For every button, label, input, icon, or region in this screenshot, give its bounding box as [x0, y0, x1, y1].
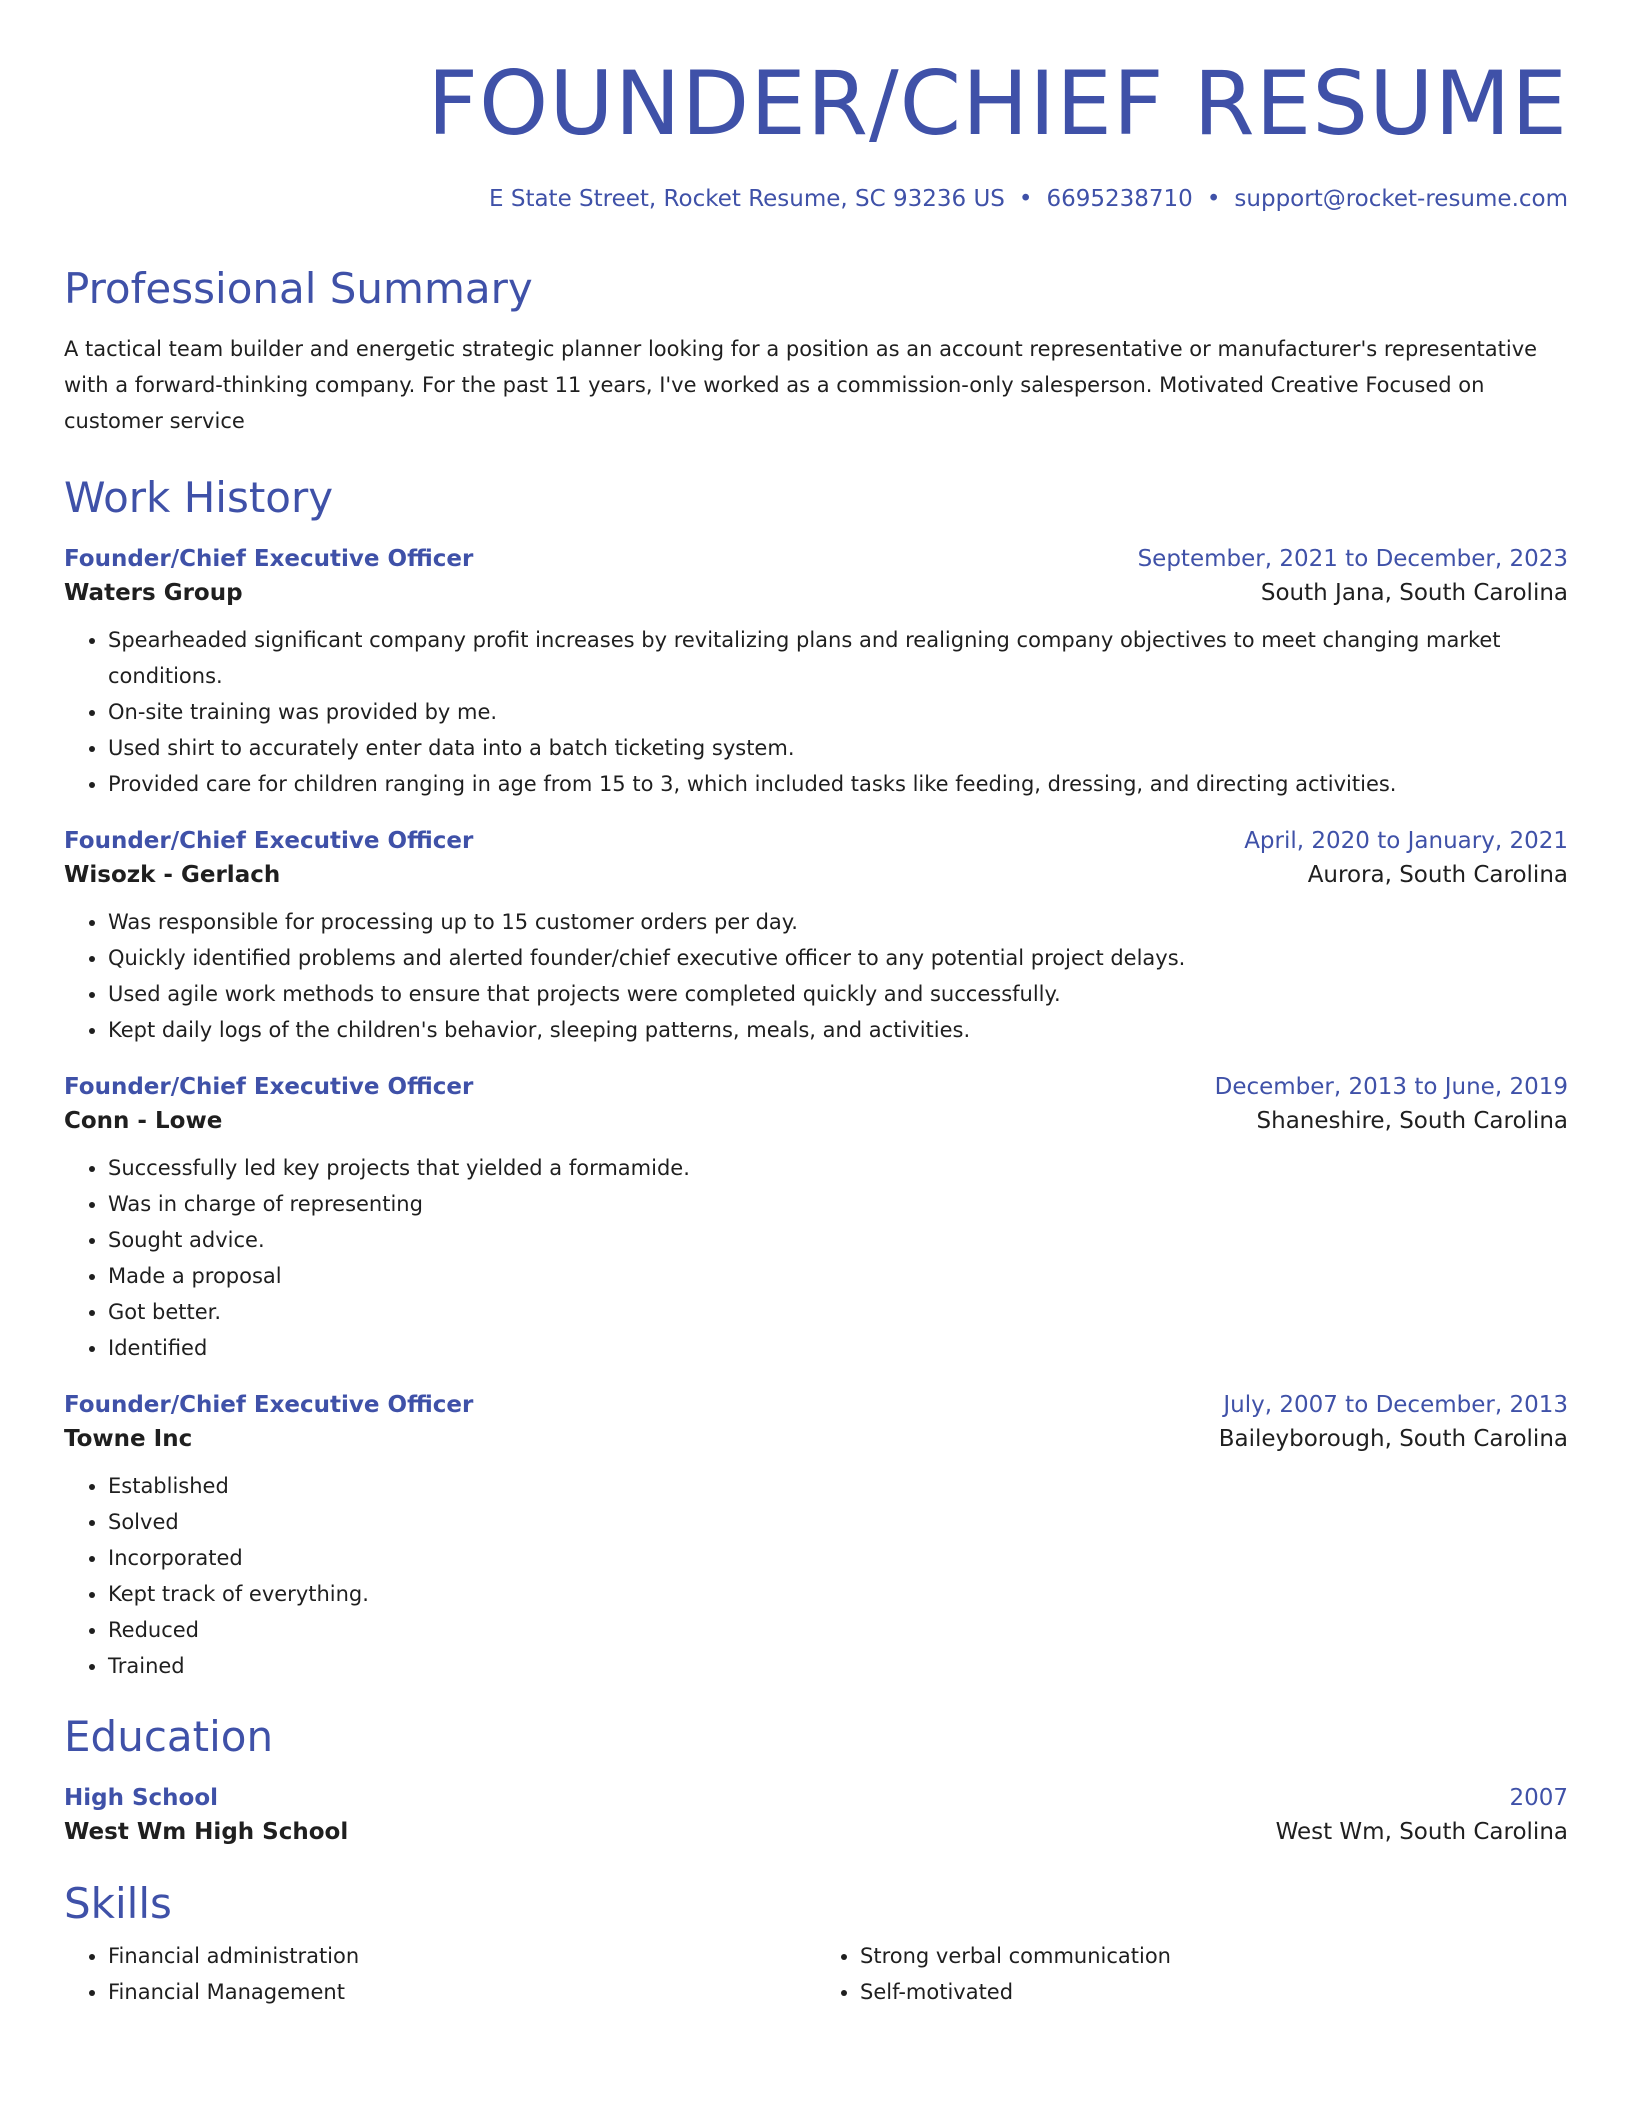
job-title: Founder/Chief Executive Officer: [64, 1074, 474, 1100]
bullet-item: • Used shirt to accurately enter data into a batch ticketing system.: [108, 730, 1568, 766]
skills-column-left: [64, 1938, 816, 2010]
work-history-list: [64, 546, 1568, 1684]
section-title-work-history: Work History: [64, 473, 334, 522]
email-link[interactable]: support@rocket-resume.com: [1234, 186, 1568, 212]
job-bullets: [64, 1468, 1568, 1684]
graduation-year: 2007: [1509, 1785, 1568, 1811]
education-entry: [64, 1785, 1568, 1845]
skills-list: [64, 1938, 1568, 2010]
bullet-item: • Sought advice.: [108, 1222, 1568, 1258]
company-name: Conn - Lowe: [64, 1108, 223, 1134]
separator-dot: •: [1206, 186, 1221, 212]
address: E State Street, Rocket Resume, SC 93236 US: [489, 186, 1005, 212]
company-name: Wisozk - Gerlach: [64, 862, 281, 888]
section-title-summary: Professional Summary: [64, 264, 533, 313]
job-location: South Jana, South Carolina: [1260, 580, 1568, 606]
bullet-item: • Was in charge of representing: [108, 1186, 1568, 1222]
bullet-item: • Quickly identified problems and alerted founder/chief executive officer to any potential project delays.: [108, 940, 1568, 976]
bullet-item: • Successfully led key projects that yielded a formamide.: [108, 1150, 1568, 1186]
bullet-item: • Was responsible for processing up to 15 customer orders per day.: [108, 904, 1568, 940]
bullet-item: • Kept daily logs of the children's behavior, sleeping patterns, meals, and activities.: [108, 1012, 1568, 1048]
job-dates: July, 2007 to December, 2013: [1223, 1392, 1568, 1418]
job-location: Aurora, South Carolina: [1307, 862, 1568, 888]
bullet-item: • Spearheaded significant company profit increases by revitalizing plans and realigning company objectives to meet changing market conditions.: [108, 622, 1568, 694]
job-dates: September, 2021 to December, 2023: [1137, 546, 1568, 572]
bullet-item: • Provided care for children ranging in age from 15 to 3, which included tasks like feeding, dressing, and directing activities.: [108, 766, 1568, 802]
skill-item: • Strong verbal communication: [860, 1938, 1568, 1974]
job-title: Founder/Chief Executive Officer: [64, 828, 474, 854]
skill-item: • Financial administration: [108, 1938, 816, 1974]
bullet-item: • Established: [108, 1468, 1568, 1504]
degree: High School: [64, 1785, 219, 1811]
bullet-item: • Kept track of everything.: [108, 1576, 1568, 1612]
bullet-item: • Incorporated: [108, 1540, 1568, 1576]
bullet-item: • On-site training was provided by me.: [108, 694, 1568, 730]
job-title: Founder/Chief Executive Officer: [64, 1392, 474, 1418]
job-entry: [64, 828, 1568, 1048]
job-bullets: [64, 622, 1568, 802]
job-bullets: [64, 1150, 1568, 1366]
skills-column-right: [816, 1938, 1568, 2010]
company-name: Towne Inc: [64, 1426, 193, 1452]
separator-dot: •: [1018, 186, 1033, 212]
bullet-item: • Used agile work methods to ensure that projects were completed quickly and successfully.: [108, 976, 1568, 1012]
job-bullets: [64, 904, 1568, 1048]
job-dates: December, 2013 to June, 2019: [1214, 1074, 1568, 1100]
section-title-skills: Skills: [64, 1879, 172, 1928]
bullet-item: • Trained: [108, 1648, 1568, 1684]
company-name: Waters Group: [64, 580, 243, 606]
school-location: West Wm, South Carolina: [1275, 1819, 1568, 1845]
bullet-item: • Identified: [108, 1330, 1568, 1366]
contact-line: [64, 186, 1568, 212]
bullet-item: • Reduced: [108, 1612, 1568, 1648]
skill-item: • Financial Management: [108, 1974, 816, 2010]
bullet-item: • Got better.: [108, 1294, 1568, 1330]
phone: 6695238710: [1046, 186, 1193, 212]
bullet-item: • Made a proposal: [108, 1258, 1568, 1294]
summary-text: A tactical team builder and energetic strategic planner looking for a position as an account representative or manufacturer's representative with a forward-thinking company. For the past 11 years, I've worked as a commission-only salesperson. Motivated Creative Focused on customer service: [64, 337, 1538, 433]
bullet-item: • Solved: [108, 1504, 1568, 1540]
job-entry: [64, 1392, 1568, 1684]
skill-item: • Self-motivated: [860, 1974, 1568, 2010]
job-location: Baileyborough, South Carolina: [1218, 1426, 1568, 1452]
job-entry: [64, 546, 1568, 802]
job-entry: [64, 1074, 1568, 1366]
job-dates: April, 2020 to January, 2021: [1244, 828, 1568, 854]
section-title-education: Education: [64, 1712, 274, 1761]
job-location: Shaneshire, South Carolina: [1256, 1108, 1568, 1134]
job-title: Founder/Chief Executive Officer: [64, 546, 474, 572]
resume-title: FOUNDER/CHIEF RESUME: [427, 52, 1568, 155]
school-name: West Wm High School: [64, 1819, 349, 1845]
